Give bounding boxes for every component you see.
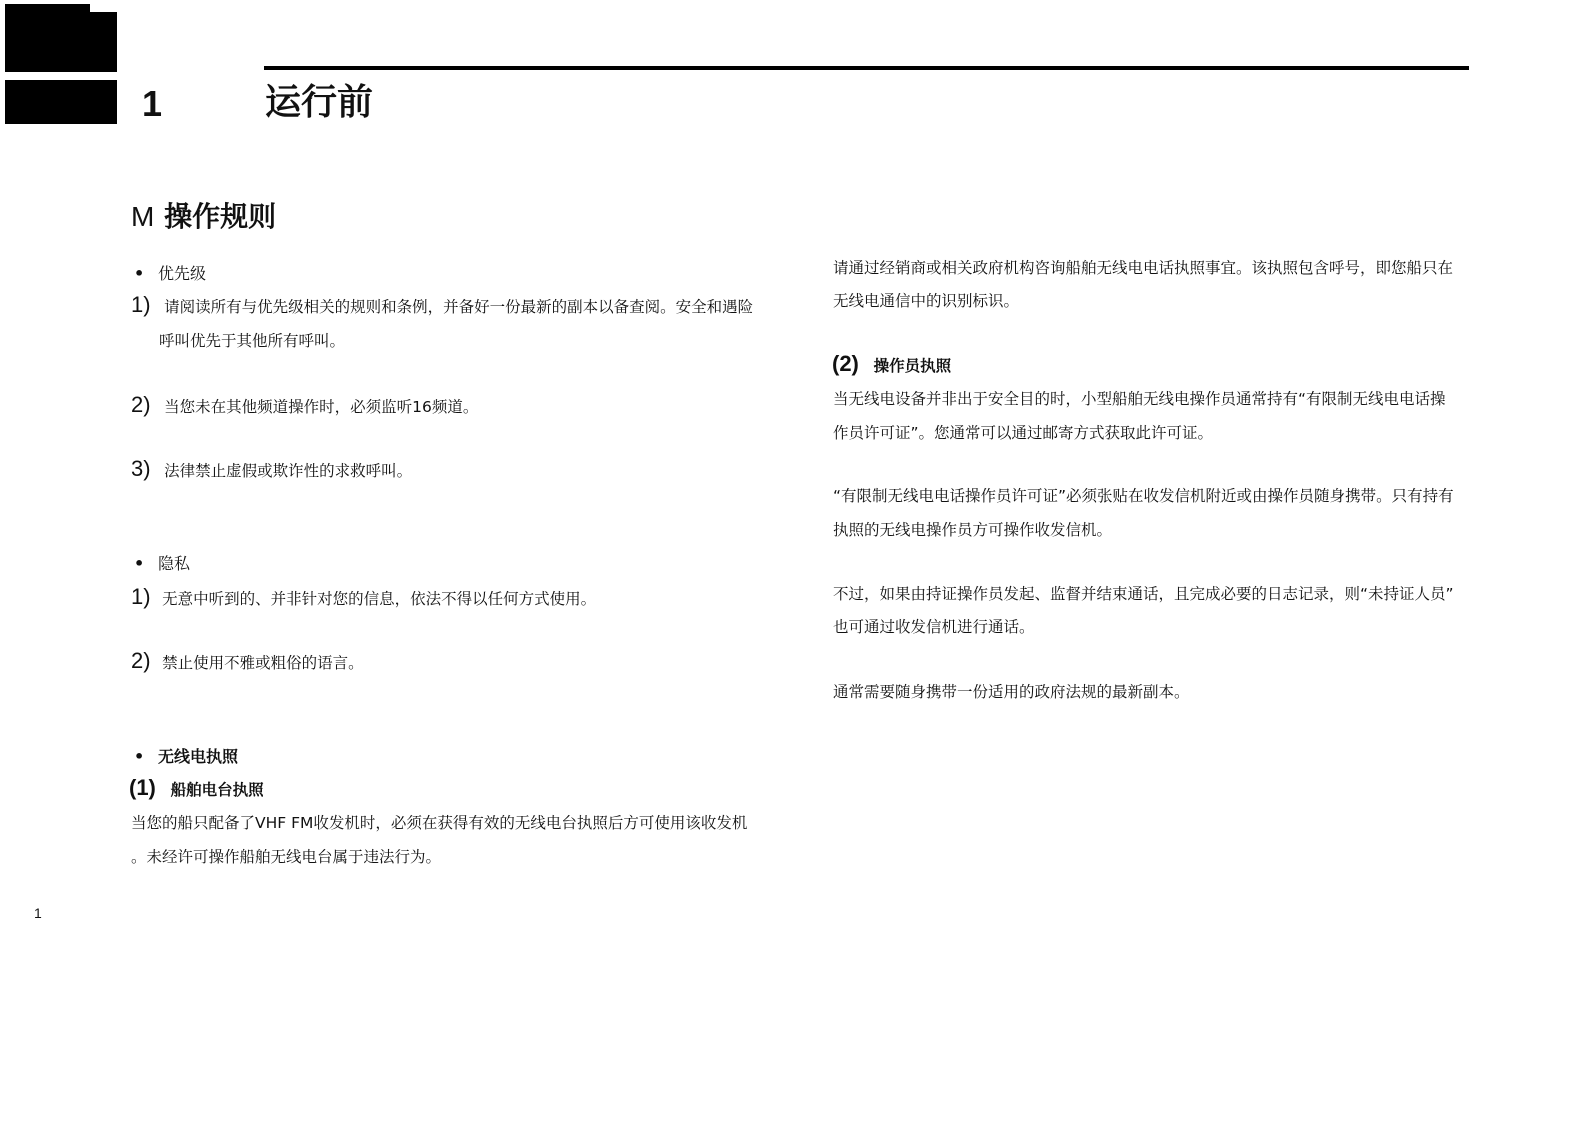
bullet-icon: • <box>134 554 145 573</box>
item-text-line: 法律禁止虚假或欺诈性的求救呼叫。 <box>164 462 413 480</box>
ship-station-cont-line-2: 无线电通信中的识别标识。 <box>833 292 1020 310</box>
item-number: 2) <box>131 392 151 417</box>
item-number: 3) <box>131 456 151 481</box>
section-title-text: 操作规则 <box>164 200 277 233</box>
operator-para-3-line-2: 也可通过收发信机进行通话。 <box>833 618 1035 636</box>
page-number: 1 <box>34 905 42 921</box>
ship-station-heading <box>129 774 264 802</box>
item-text-line: 无意中听到的、并非针对您的信息，依法不得以任何方式使用。 <box>162 590 597 608</box>
operator-para-2-line-2: 执照的无线电操作员方可操作收发信机。 <box>833 521 1113 539</box>
bullet-icon: • <box>134 747 145 766</box>
ship-station-line-2: 。未经许可操作船舶无线电台属于违法行为。 <box>131 848 442 866</box>
ship-station-line-1: 当您的船只配备了VHF FM收发机时，必须在获得有效的无线电台执照后方可使用该收发机 <box>131 814 748 832</box>
priority-item-3 <box>131 454 412 488</box>
privacy-heading-text: 隐私 <box>158 554 191 573</box>
chapter-title: 运行前 <box>265 82 374 123</box>
operator-para-3-line-1: 不过，如果由持证操作员发起、监督并结束通话，且完成必要的日志记录，则“未持证人员” <box>833 585 1454 603</box>
item-number: 1) <box>131 584 151 609</box>
operator-para-1-line-2: 作员许可证”。您通常可以通过邮寄方式获取此许可证。 <box>833 424 1214 442</box>
subsection-number: (1) <box>129 775 156 800</box>
priority-heading-text: 优先级 <box>158 264 207 283</box>
bullet-icon: • <box>134 264 145 283</box>
section-prefix: M <box>131 201 155 232</box>
item-number: 2) <box>131 648 151 673</box>
item-number: 1) <box>131 292 151 317</box>
item-text-line: 请阅读所有与优先级相关的规则和条例，并备好一份最新的副本以备查阅。安全和遇险 <box>164 298 754 316</box>
license-heading-text: 无线电执照 <box>158 747 239 766</box>
privacy-item-2 <box>131 646 364 680</box>
priority-item-1-cont: 呼叫优先于其他所有呼叫。 <box>159 332 346 350</box>
subsection-number: (2) <box>832 351 859 376</box>
subsection-label: 船舶电台执照 <box>170 781 264 799</box>
license-heading <box>134 745 238 769</box>
item-text-line: 当您未在其他频道操作时，必须监听16频道。 <box>164 398 479 416</box>
chapter-tab-block-top <box>5 12 117 72</box>
privacy-item-1 <box>131 582 596 616</box>
operator-para-2-line-1: “有限制无线电电话操作员许可证”必须张贴在收发信机附近或由操作员随身携带。只有持有 <box>833 487 1454 505</box>
chapter-number: 1 <box>142 83 163 124</box>
privacy-heading <box>134 552 190 576</box>
operator-heading <box>832 350 951 378</box>
item-text-line: 禁止使用不雅或粗俗的语言。 <box>162 654 364 672</box>
operator-para-4-line-1: 通常需要随身携带一份适用的政府法规的最新副本。 <box>833 683 1190 701</box>
ship-station-cont-line-1: 请通过经销商或相关政府机构咨询船舶无线电电话执照事宜。该执照包含呼号，即您船只在 <box>833 259 1454 277</box>
priority-heading <box>134 262 206 286</box>
priority-item-1 <box>131 290 753 324</box>
priority-item-2 <box>131 390 478 424</box>
chapter-tab-block-top-notch <box>5 4 90 14</box>
header-rule <box>264 66 1469 70</box>
section-title <box>131 200 276 234</box>
subsection-label: 操作员执照 <box>873 357 952 375</box>
chapter-tab-block-bottom <box>5 80 117 124</box>
operator-para-1-line-1: 当无线电设备并非出于安全目的时，小型船舶无线电操作员通常持有“有限制无线电电话操 <box>833 390 1446 408</box>
